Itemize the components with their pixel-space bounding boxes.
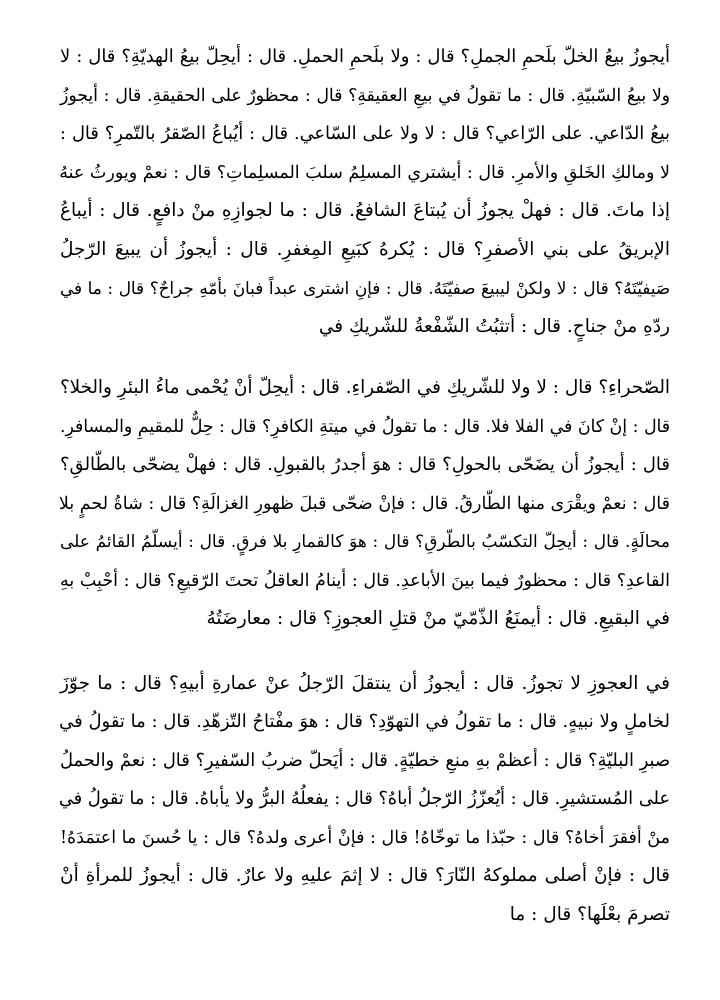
text-line: إذا ماتَ. قال : فهلْ يجوزُ أن يُبتاعَ الشافعُ. قال : ما لجوازِهِ منْ دافعٍ. قال : أيباعُ bbox=[60, 200, 670, 221]
document-page bbox=[60, 38, 670, 934]
paragraph-gap bbox=[60, 639, 670, 665]
text-line: قال : إنْ كانَ في الفلا فلا. قال : ما تقولُ في ميتةِ الكافرِ؟ قال : حِلٌّ للمقيمِ والمسافرِ. bbox=[60, 416, 670, 437]
paragraph-1 bbox=[60, 38, 670, 346]
text-line: الصّحراءِ؟ قال : لا ولا للشّريكِ في الصّفراءِ. قال : أيحِلّ أنْ يُحْمى ماءُ البئرِ والخلا؟ bbox=[60, 377, 670, 398]
text-line: الإبريقُ على بني الأصفرِ؟ قال : يُكرهُ كبَيعِ المِغفرِ. قال : أيجوزُ أن يبيعَ الرّجلُ bbox=[60, 238, 670, 260]
text-line: صبرِ البليّةِ؟ قال : أعظمْ بهِ منعِ خطيّةٍ. قال : أيَحلّ ضربُ السّفيرِ؟ قال : نعمْ والحملُ bbox=[60, 750, 670, 771]
text-line: ردّهِ منْ جناحٍ. قال : أتثبُتُ الشّفْعةُ للشّريكِ في bbox=[318, 315, 670, 337]
text-line: قال : أيجوزُ أن يضَحّى بالحولِ؟ قال : هوَ أجدرُ بالقبولِ. قال : فهلْ يضحّى بالطّالقِ؟ bbox=[60, 454, 670, 475]
text-line: قال : فإنْ أصلى مملوكهُ النّارَ؟ قال : لا إثمَ عليهِ ولا عارٌ. قال : أيجوزُ للمرأةِ أنْ bbox=[60, 865, 670, 886]
paragraph-3 bbox=[60, 665, 670, 935]
text-line: لخاملٍ ولا نبيهٍ. قال : ما تقولُ في التهوّدِ؟ قال : هوَ مفْتاحُ التّزهّدِ. قال : ما تقولُ في bbox=[59, 711, 670, 732]
text-line: تصرمَ بعْلَها؟ قال : ما bbox=[509, 903, 670, 925]
text-line: منْ أفقرَ أخاهُ؟ قال : حبّذا ما توخّاهُ! قال : فإنْ أعرى ولدهُ؟ قال : يا حُسنَ ما اعتمَدَهُ! bbox=[60, 827, 670, 848]
paragraph-2 bbox=[60, 369, 670, 639]
text-line: في العجوزِ لا تجوزُ. قال : أيجوزُ أن ينتقلَ الرّجلُ عنْ عمارةِ أبيهِ؟ قال : ما جوّزَ bbox=[60, 672, 670, 694]
text-line: أيجوزُ بيعُ الخلّ بلَحمِ الجملِ؟ قال : ولا بلَحمِ الحملِ. قال : أيحِلّ بيعُ الهديّةِ؟ قال : لا bbox=[60, 46, 670, 67]
paragraph-gap bbox=[60, 346, 670, 369]
text-line: ولا بيعُ السّبيّةِ. قال : ما تقولُ في بيعِ العقيقةِ؟ قال : محظورٌ على الحقيقةِ. قال : أيجوزُ bbox=[60, 85, 670, 106]
text-line: على المُستشيرِ. قال : أيُعزّزُ الرّجلُ أباهُ؟ قال : يفعلُهُ البرُّ ولا يأباهُ. قال : ما تقولُ في bbox=[58, 789, 670, 809]
text-line: في البقيعِ. قال : أيمنَعُ الذّمّيّ منْ قتلِ العجوزِ؟ قال : معارضَتُهُ bbox=[206, 608, 670, 629]
text-line: قال : نعمْ ويقْرَى منها الطّارقُ. قال : فإنْ ضحّى قبلَ ظهورِ الغزالَةِ؟ قال : شاةُ لحمٍ بلا bbox=[58, 493, 670, 514]
text-line: محالَةٍ. قال : أيحِلّ التكسّبُ بالطّرقِ؟ قال : هوَ كالقمارِ بلا فرقٍ. قال : أيسلّمُ القائمُ على bbox=[60, 532, 670, 552]
text-line: صَيفيّتَهُ؟ قال : لا ولكنْ ليبيعَ صفيّتَهُ. قال : فإنِ اشترى عبداً فبانَ بأمّهِ جراحٌ؟ قال : ما في bbox=[60, 278, 670, 298]
text-line: القاعدِ؟ قال : محظورٌ فيما بينَ الأباعدِ. قال : أينامُ العاقلُ تحتَ الرّقيعِ؟ قال : أحْبِبْ بهِ bbox=[60, 570, 670, 591]
text-line: لا ومالكِ الخَلقِ والأمرِ. قال : أيشتري المسلِمُ سلبَ المسلِماتِ؟ قال : نعمْ ويورثُ عنهُ bbox=[59, 162, 670, 183]
text-line: بيعُ الدّاعي. على الرّاعي؟ قال : لا ولا على السّاعي. قال : أيُباعُ الصّقرُ بالتّمرِ؟ قال : bbox=[60, 124, 670, 144]
